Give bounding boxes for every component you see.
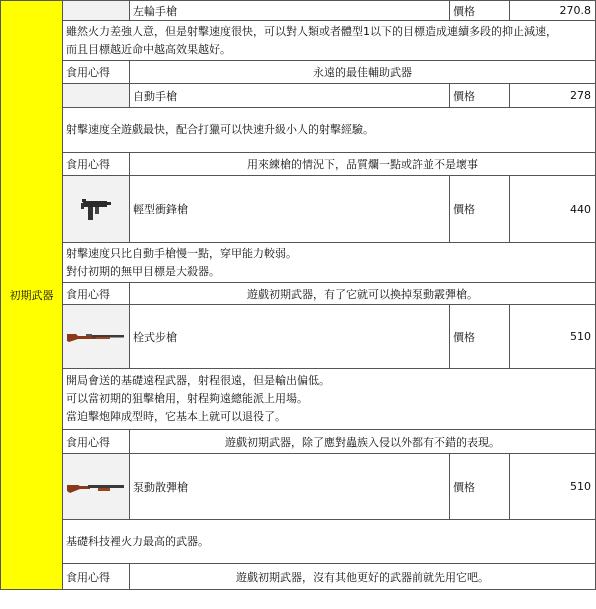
table-row (1, 84, 596, 108)
weapon-price: 440 (510, 176, 596, 243)
price-label: 價格 (450, 84, 510, 108)
price-label: 價格 (450, 454, 510, 520)
weapon-description: 基礎科技裡火力最高的武器。 (63, 520, 596, 564)
table-row (1, 61, 596, 84)
table-row (1, 153, 596, 176)
icon-cell (63, 176, 130, 243)
table-row (1, 243, 596, 283)
table-row (1, 21, 596, 61)
table-row (1, 305, 596, 369)
table-row (1, 1, 596, 21)
weapon-price: 510 (510, 305, 596, 369)
table-row (1, 369, 596, 430)
category-cell (1, 1, 63, 590)
weapon-tip: 用來練槍的情況下，品質爛一點或許並不是壞事 (130, 153, 596, 176)
tip-label: 食用心得 (63, 564, 130, 590)
bolt-rifle-icon (66, 329, 126, 345)
tip-label: 食用心得 (63, 430, 130, 454)
table-row (1, 108, 596, 153)
icon-cell (63, 454, 130, 520)
tip-label: 食用心得 (63, 283, 130, 305)
weapon-name: 自動手槍 (130, 84, 450, 108)
price-label: 價格 (450, 176, 510, 243)
tip-label: 食用心得 (63, 153, 130, 176)
icon-cell (63, 84, 130, 108)
price-label: 價格 (450, 1, 510, 21)
table-row (1, 564, 596, 590)
table-row (1, 520, 596, 564)
table-row (1, 176, 596, 243)
table-row (1, 283, 596, 305)
icon-cell (63, 305, 130, 369)
price-label: 價格 (450, 305, 510, 369)
weapon-description: 開局會送的基礎遠程武器，射程很遠，但是輸出偏低。 可以當初期的狙擊槍用，射程夠遠總能派上用場。 當迫擊炮陣成型時，它基本上就可以退役了。 (63, 369, 596, 430)
smg-icon (79, 194, 113, 224)
table-row (1, 454, 596, 520)
weapon-description: 射擊速度全遊戲最快，配合打獵可以快速升級小人的射擊經驗。 (63, 108, 596, 153)
weapon-description: 射擊速度只比自動手槍慢一點，穿甲能力較弱。 對付初期的無甲目標是大殺器。 (63, 243, 596, 283)
pump-shotgun-icon (66, 479, 126, 495)
category-label: 初期武器 (9, 289, 54, 302)
weapon-name: 栓式步槍 (130, 305, 450, 369)
weapon-tip: 永遠的最佳輔助武器 (130, 61, 596, 84)
weapon-tip: 遊戲初期武器，除了應對蟲族入侵以外都有不錯的表現。 (130, 430, 596, 454)
weapon-price: 510 (510, 454, 596, 520)
weapon-name: 輕型衝鋒槍 (130, 176, 450, 243)
weapon-name: 泵動散彈槍 (130, 454, 450, 520)
weapon-description: 雖然火力差強人意，但是射擊速度很快，可以對人類或者體型1以下的目標造成連續多段的抑止減速， 而且目標越近命中越高效果越好。 (63, 21, 596, 61)
tip-label: 食用心得 (63, 61, 130, 84)
weapon-tip: 遊戲初期武器，有了它就可以換掉泵動霰彈槍。 (130, 283, 596, 305)
icon-cell (63, 1, 130, 21)
weapon-tip: 遊戲初期武器，沒有其他更好的武器前就先用它吧。 (130, 564, 596, 590)
table-row (1, 430, 596, 454)
weapon-price: 270.8 (510, 1, 596, 21)
weapon-price: 278 (510, 84, 596, 108)
weapon-name: 左輪手槍 (130, 1, 450, 21)
